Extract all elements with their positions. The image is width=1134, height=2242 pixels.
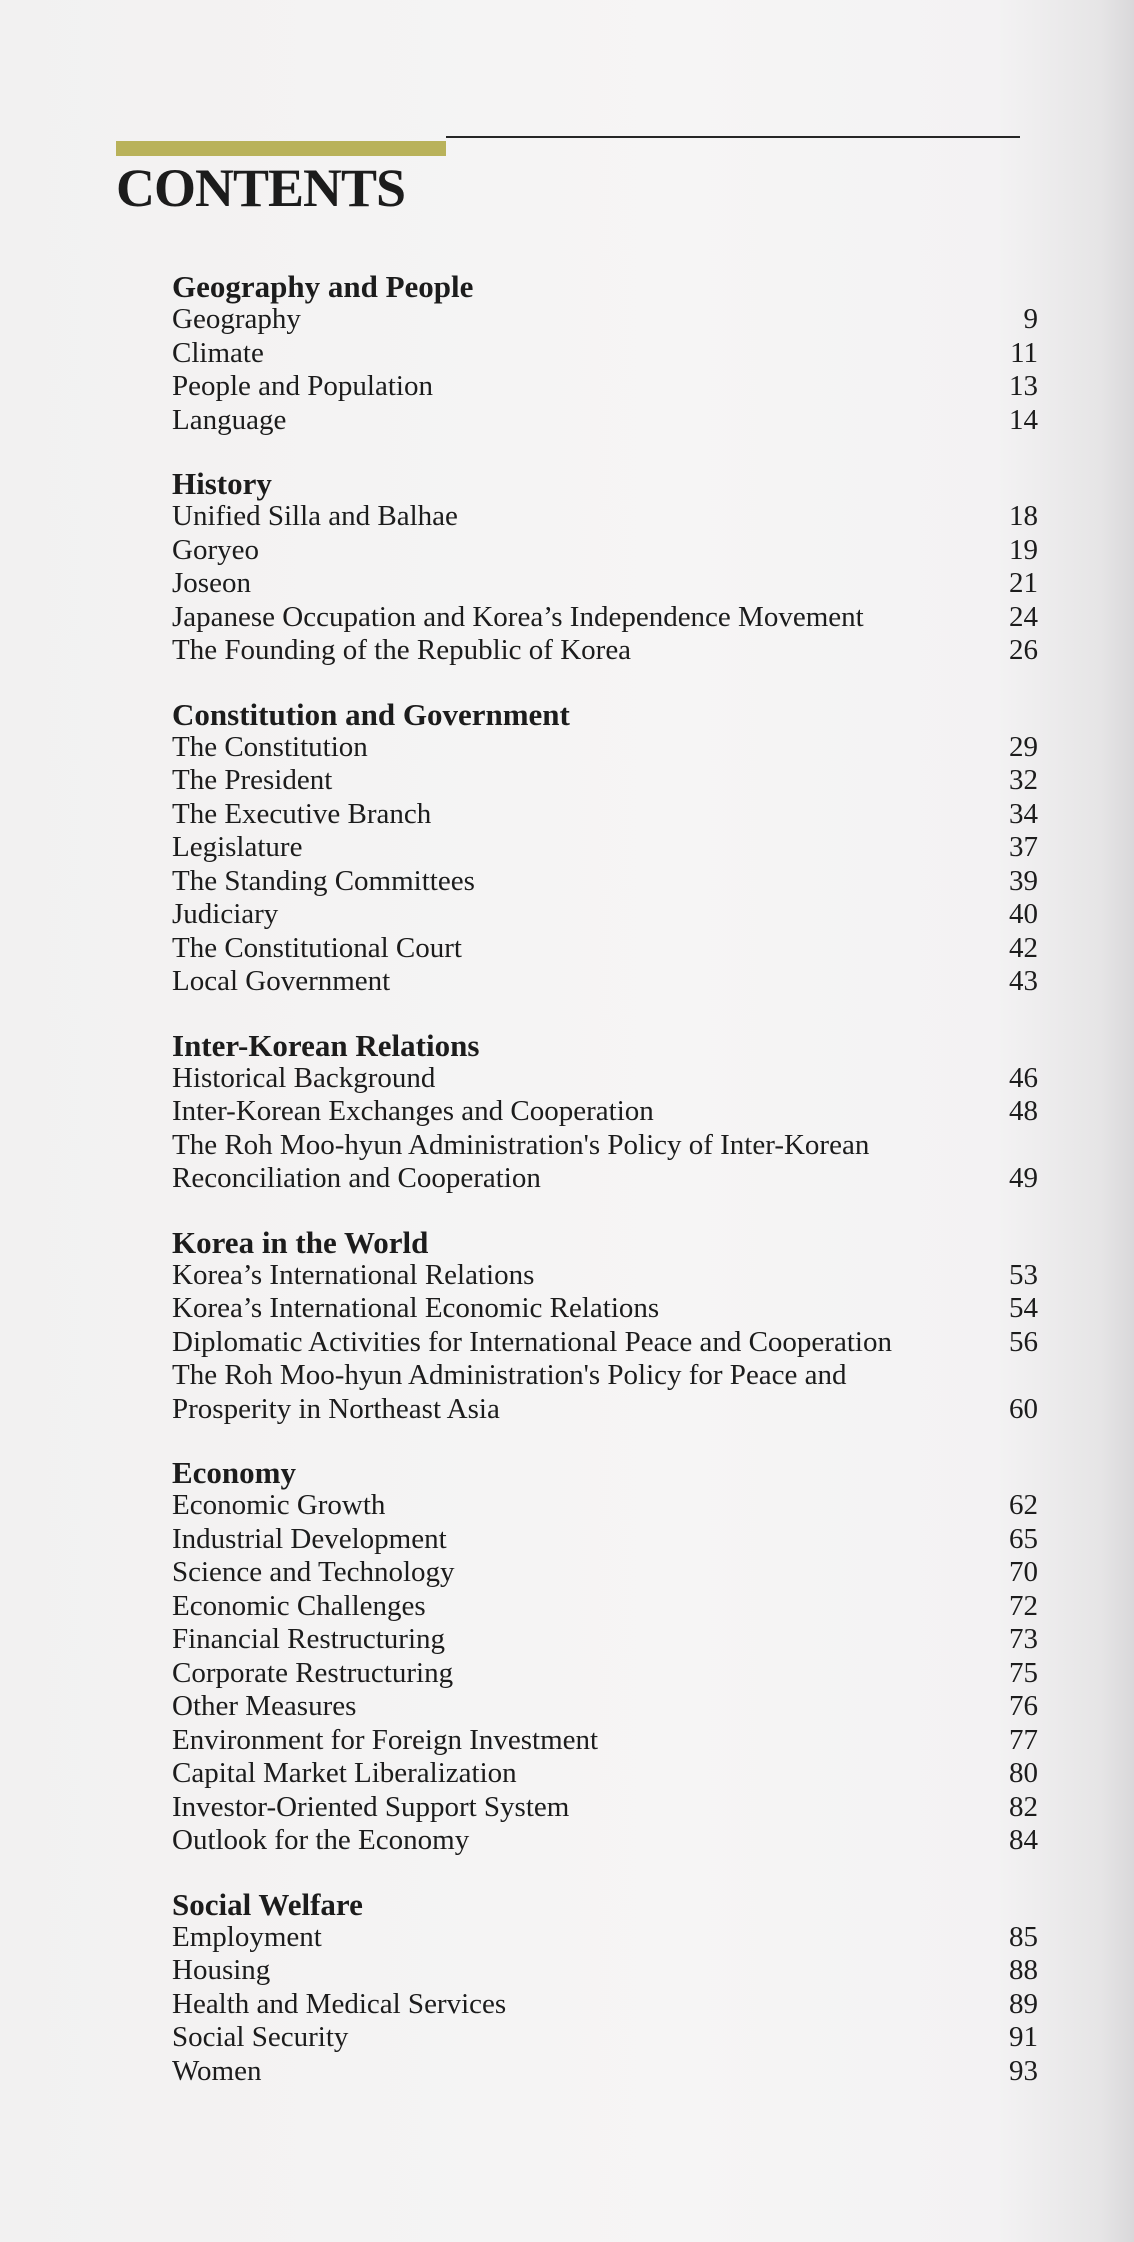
entry-label: Geography [172, 303, 301, 335]
toc-entry [172, 1657, 1038, 1691]
toc-entry [172, 1954, 1038, 1988]
entry-label: Employment [172, 1920, 322, 1953]
entry-page-number: 21 [1009, 567, 1038, 599]
toc-entry [172, 337, 1038, 371]
toc-entry [172, 965, 1038, 999]
toc-entry [172, 1359, 1038, 1393]
toc-entry [172, 1292, 1038, 1326]
entry-label: Unified Silla and Balhae [172, 500, 458, 532]
toc-entry [172, 731, 1038, 765]
entry-page-number: 43 [1009, 965, 1038, 997]
entry-label: Reconciliation and Cooperation [172, 1162, 541, 1194]
entry-label: Financial Restructuring [172, 1623, 446, 1655]
header-rule-line [446, 136, 1020, 138]
entry-label: Economic Growth [172, 1489, 386, 1521]
entry-page-number: 72 [1009, 1589, 1038, 1622]
table-of-contents [172, 270, 1038, 2118]
entry-page-number: 60 [1009, 1392, 1038, 1425]
entry-label: The Standing Committees [172, 864, 475, 897]
toc-entry [172, 1921, 1038, 1955]
toc-section [172, 1029, 1038, 1196]
entry-label: Korea’s International Economic Relations [172, 1292, 660, 1324]
entry-page-number: 76 [1009, 1690, 1038, 1722]
entry-page-number: 32 [1009, 764, 1038, 796]
entry-page-number: 88 [1009, 1954, 1038, 1986]
toc-section [172, 1456, 1038, 1858]
entry-page-number: 65 [1009, 1522, 1038, 1555]
entry-label: The Roh Moo-hyun Administration's Policy of Inter-Korean [172, 1128, 870, 1161]
entry-page-number: 53 [1009, 1258, 1038, 1291]
toc-section [172, 270, 1038, 437]
entry-label: Diplomatic Activities for International Peace and Cooperation [172, 1325, 892, 1358]
entry-page-number: 93 [1009, 2054, 1038, 2087]
entry-page-number: 13 [1009, 370, 1038, 402]
entry-page-number: 39 [1009, 864, 1038, 897]
toc-entry [172, 1489, 1038, 1523]
toc-entry [172, 1523, 1038, 1557]
entry-page-number: 29 [1009, 730, 1038, 763]
toc-entry [172, 865, 1038, 899]
entry-page-number: 19 [1009, 533, 1038, 566]
entry-label: Economic Challenges [172, 1589, 426, 1622]
entry-label: Environment for Foreign Investment [172, 1723, 599, 1756]
section-heading: History [172, 466, 272, 501]
entry-label: Other Measures [172, 1690, 357, 1722]
entry-page-number: 26 [1009, 634, 1038, 666]
entry-label: Language [172, 403, 287, 436]
toc-section [172, 1888, 1038, 2089]
toc-entry [172, 1724, 1038, 1758]
section-heading: Inter-Korean Relations [172, 1027, 480, 1063]
toc-entry [172, 1824, 1038, 1858]
toc-entry [172, 831, 1038, 865]
toc-entry [172, 404, 1038, 438]
entry-page-number: 9 [1023, 303, 1038, 335]
entry-label: Health and Medical Services [172, 1987, 507, 2020]
entry-page-number: 62 [1009, 1489, 1038, 1521]
entry-page-number: 37 [1009, 831, 1038, 863]
toc-entry [172, 534, 1038, 568]
entry-page-number: 77 [1009, 1723, 1038, 1756]
toc-entry [172, 1393, 1038, 1427]
entry-page-number: 89 [1009, 1987, 1038, 2020]
entry-label: Industrial Development [172, 1522, 447, 1555]
entry-page-number: 56 [1009, 1325, 1038, 1358]
toc-entry [172, 1988, 1038, 2022]
entry-page-number: 91 [1009, 2021, 1038, 2053]
toc-entry [172, 1757, 1038, 1791]
entry-page-number: 40 [1009, 898, 1038, 930]
toc-entry [172, 567, 1038, 601]
toc-entry [172, 1690, 1038, 1724]
entry-label: The Constitution [172, 730, 368, 763]
section-heading: Geography and People [172, 269, 474, 304]
entry-label: Prosperity in Northeast Asia [172, 1392, 500, 1425]
entry-label: Women [172, 2054, 262, 2087]
entry-label: Climate [172, 336, 264, 369]
toc-entry [172, 1259, 1038, 1293]
entry-page-number: 75 [1009, 1656, 1038, 1689]
entry-page-number: 42 [1009, 931, 1038, 964]
entry-page-number: 84 [1009, 1824, 1038, 1856]
entry-label: People and Population [172, 370, 433, 402]
entry-label: Goryeo [172, 533, 259, 566]
entry-label: Legislature [172, 831, 303, 863]
toc-entry [172, 634, 1038, 668]
entry-label: Local Government [172, 965, 391, 997]
toc-section [172, 467, 1038, 668]
toc-entry [172, 303, 1038, 337]
entry-label: The President [172, 764, 333, 796]
header-gold-bar [116, 141, 446, 156]
page-title: CONTENTS [116, 158, 406, 218]
entry-label: Historical Background [172, 1061, 436, 1094]
entry-page-number: 73 [1009, 1623, 1038, 1655]
toc-entry [172, 1326, 1038, 1360]
entry-page-number: 49 [1009, 1162, 1038, 1194]
entry-label: Japanese Occupation and Korea’s Independence Movement [172, 600, 864, 633]
toc-entry [172, 2055, 1038, 2089]
entry-page-number: 14 [1009, 403, 1038, 436]
toc-entry [172, 1062, 1038, 1096]
toc-entry [172, 500, 1038, 534]
entry-page-number: 82 [1009, 1790, 1038, 1823]
toc-entry [172, 1095, 1038, 1129]
entry-page-number: 70 [1009, 1556, 1038, 1588]
toc-section [172, 1226, 1038, 1427]
toc-entry [172, 1791, 1038, 1825]
entry-label: Outlook for the Economy [172, 1824, 470, 1856]
toc-entry [172, 1129, 1038, 1163]
entry-label: The Executive Branch [172, 797, 432, 830]
entry-page-number: 80 [1009, 1757, 1038, 1789]
toc-entry [172, 932, 1038, 966]
toc-entry [172, 601, 1038, 635]
section-heading: Social Welfare [172, 1886, 363, 1922]
entry-label: Joseon [172, 567, 251, 599]
entry-label: Science and Technology [172, 1556, 455, 1588]
entry-label: Capital Market Liberalization [172, 1757, 517, 1789]
entry-label: Investor-Oriented Support System [172, 1790, 570, 1823]
toc-entry [172, 1162, 1038, 1196]
entry-label: Social Security [172, 2021, 349, 2053]
section-heading: Korea in the World [172, 1224, 429, 1260]
entry-page-number: 34 [1009, 797, 1038, 830]
toc-entry [172, 1590, 1038, 1624]
section-heading: Constitution and Government [172, 696, 570, 732]
entry-label: Inter-Korean Exchanges and Cooperation [172, 1095, 654, 1127]
entry-page-number: 85 [1009, 1920, 1038, 1953]
entry-label: The Founding of the Republic of Korea [172, 634, 632, 666]
toc-entry [172, 764, 1038, 798]
entry-label: Corporate Restructuring [172, 1656, 454, 1689]
entry-page-number: 48 [1009, 1095, 1038, 1127]
entry-label: The Constitutional Court [172, 931, 462, 964]
entry-label: Housing [172, 1954, 271, 1986]
toc-entry [172, 798, 1038, 832]
toc-entry [172, 898, 1038, 932]
toc-entry [172, 370, 1038, 404]
entry-page-number: 54 [1009, 1292, 1038, 1324]
section-heading: Economy [172, 1455, 296, 1490]
entry-label: The Roh Moo-hyun Administration's Policy for Peace and [172, 1359, 847, 1391]
toc-entry [172, 2021, 1038, 2055]
toc-section [172, 698, 1038, 999]
toc-entry [172, 1556, 1038, 1590]
entry-page-number: 46 [1009, 1061, 1038, 1094]
entry-label: Korea’s International Relations [172, 1258, 535, 1291]
entry-page-number: 24 [1009, 600, 1038, 633]
toc-entry [172, 1623, 1038, 1657]
entry-page-number: 11 [1010, 336, 1038, 369]
entry-label: Judiciary [172, 898, 279, 930]
entry-page-number: 18 [1009, 500, 1038, 532]
